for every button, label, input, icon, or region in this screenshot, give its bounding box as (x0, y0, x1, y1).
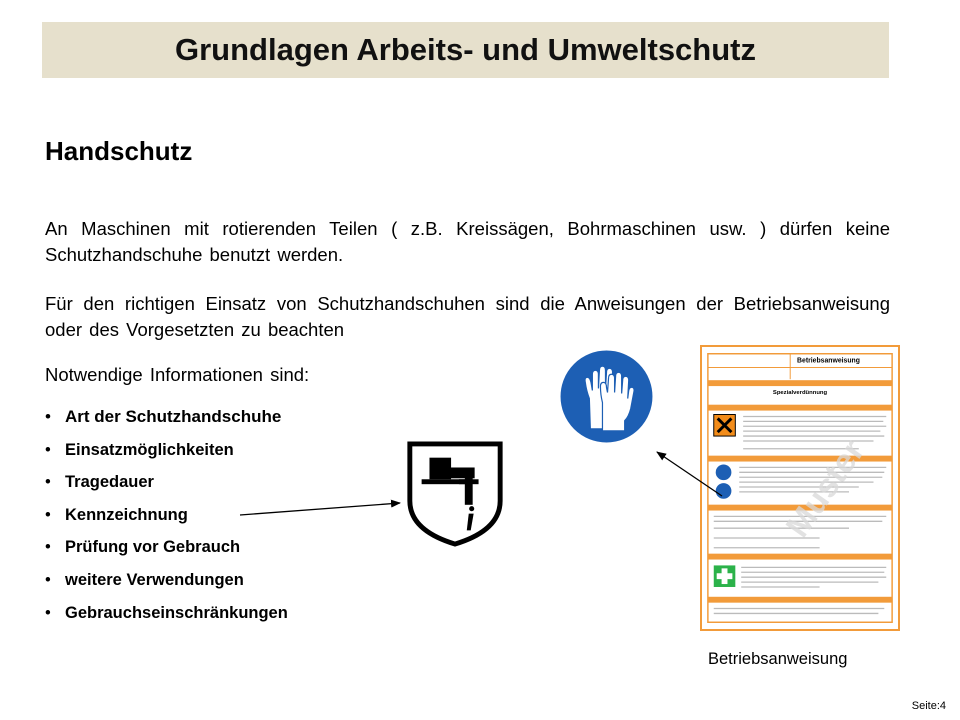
watermark: Muster (779, 433, 873, 545)
list-item: • Einsatzmöglichkeiten (45, 436, 288, 469)
document-subtitle: Spezialverdünnung (772, 389, 828, 396)
list-item: • weitere Verwendungen (45, 566, 288, 599)
page-number: Seite:4 (911, 700, 946, 712)
section-heading: Handschutz (45, 136, 193, 166)
list-item: • Art der Schutzhandschuhe (45, 403, 288, 436)
list-item: • Gebrauchseinschränkungen (45, 599, 288, 632)
document-title: Betriebsanweisung (797, 357, 860, 365)
glove-marking-pictogram-icon (405, 440, 505, 548)
list-item: • Tragedauer (45, 468, 288, 501)
list-item: • Prüfung vor Gebrauch (45, 533, 288, 566)
betriebsanweisung-thumbnail (700, 345, 900, 631)
paragraph-rotating-machines: An Maschinen mit rotierenden Teilen ( z.B. Kreissägen, Bohrmaschinen usw. ) dürfen keine Schutzhandschuhe benutzt werden. (45, 218, 890, 265)
paragraph-instructions: Für den richtigen Einsatz von Schutzhandschuhen sind die Anweisungen der Betriebsanweisung oder des Vorgesetzten zu beachten (45, 293, 890, 340)
figure-caption: Betriebsanweisung (708, 650, 848, 668)
list-item: • Kennzeichnung (45, 501, 288, 534)
page-title: Grundlagen Arbeits- und Umweltschutz (175, 32, 756, 67)
protective-gloves-sign-icon (556, 346, 657, 447)
title-bar (42, 22, 889, 78)
paragraph-required-info: Notwendige Informationen sind: (45, 364, 310, 385)
info-list (45, 403, 288, 631)
